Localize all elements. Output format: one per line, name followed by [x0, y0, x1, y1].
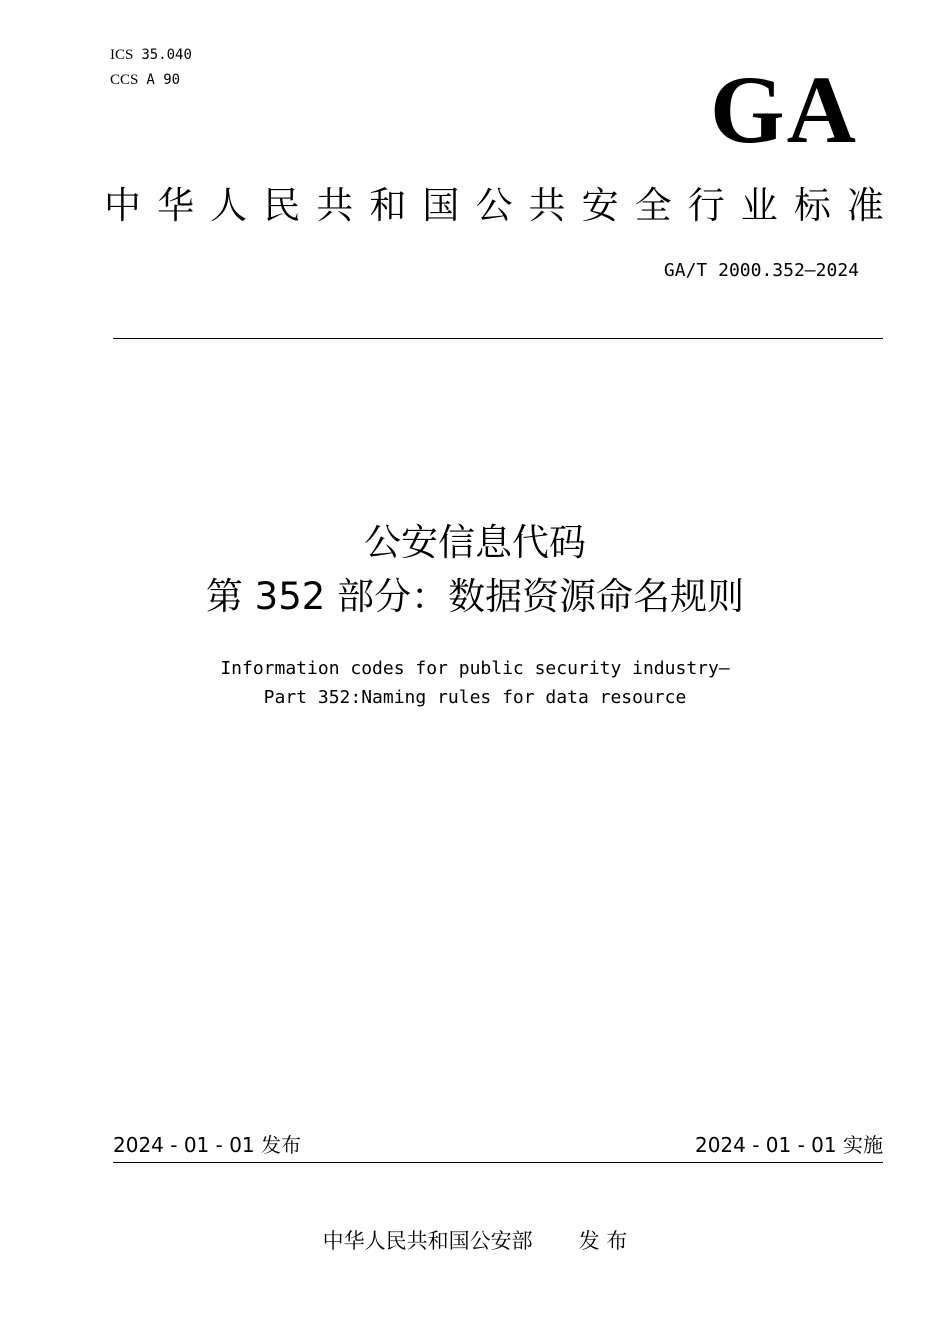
standard-title-char: 全: [634, 184, 672, 227]
ccs-value: A 90: [146, 72, 181, 88]
implement-date: 2024 - 01 - 01 实施: [694, 1133, 883, 1157]
standard-title-char: 人: [210, 184, 248, 227]
footer-divider: [113, 1162, 883, 1163]
standard-title-char: 国: [422, 184, 460, 227]
title-zh-line2: 第 352 部分：数据资源命名规则: [205, 575, 745, 618]
standard-title-char: 公: [475, 184, 513, 227]
standard-title-char: 行: [687, 184, 725, 227]
standard-title-char: 中: [104, 184, 141, 227]
title-en-line1: Information codes for public security industry—: [220, 658, 730, 679]
standard-title-char: 共: [316, 184, 354, 227]
publisher-line: [0, 1226, 950, 1256]
standard-title-char: 安: [581, 184, 619, 227]
ics-label: ICS: [110, 47, 134, 63]
standard-title: [104, 182, 884, 230]
standard-title-char: 准: [846, 184, 884, 227]
header-divider: [113, 338, 883, 339]
publisher-action: 发 布: [578, 1229, 628, 1253]
ics-line: [110, 44, 192, 66]
ics-value: 35.040: [141, 47, 192, 63]
ccs-label: CCS: [110, 72, 139, 88]
standard-title-char: 和: [369, 184, 407, 227]
standard-title-char: 民: [263, 184, 301, 227]
title-en-line2: Part 352:Naming rules for data resource: [263, 687, 687, 708]
standard-title-char: 标: [793, 184, 831, 227]
ccs-line: [110, 69, 180, 91]
publisher-name: 中华人民共和国公安部: [322, 1229, 533, 1253]
standard-number: GA/T 2000.352—2024: [663, 260, 859, 281]
standard-title-char: 业: [740, 184, 778, 227]
title-zh-line1: 公安信息代码: [364, 521, 586, 564]
issue-date: 2024 - 01 - 01 发布: [113, 1133, 302, 1157]
ga-logo: GA: [710, 56, 858, 163]
standard-title-char: 共: [528, 184, 566, 227]
standard-title-char: 华: [157, 184, 195, 227]
